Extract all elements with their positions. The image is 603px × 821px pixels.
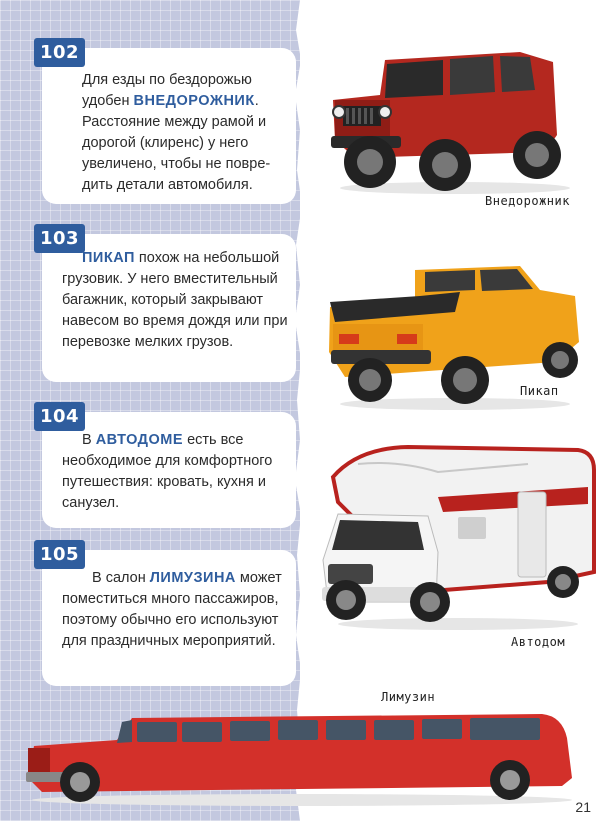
fact-number-badge: 105 bbox=[34, 540, 85, 569]
fact-number-badge: 102 bbox=[34, 38, 85, 67]
motorhome-caption: Автодом bbox=[511, 635, 566, 649]
pickup-caption: Пикап bbox=[520, 384, 559, 398]
fact-text-before: В салон bbox=[92, 570, 150, 586]
limo-caption: Лимузин bbox=[381, 690, 436, 704]
motorhome-image bbox=[318, 442, 598, 632]
fact-text bbox=[62, 430, 290, 514]
fact-card-105 bbox=[40, 544, 296, 686]
fact-card-104 bbox=[40, 406, 296, 528]
fact-text-after: может поместиться много пассажиров, поэтому обычно его используют для праздничных мероприятий. bbox=[62, 570, 282, 649]
fact-text-after: есть все необходимое для комфортного путешествия: кровать, кухня и санузел. bbox=[62, 432, 273, 511]
fact-card-102 bbox=[40, 42, 296, 204]
fact-text-before: В bbox=[82, 432, 96, 448]
fact-text-after: похож на небольшой грузовик. У него вместительный багажник, который закрывают навесом во время дождя или при перевозке мелких грузов. bbox=[62, 250, 288, 350]
suv-image bbox=[325, 40, 575, 195]
fact-text bbox=[82, 70, 287, 196]
fact-text-after: . Расстояние между рамой и дорогой (клиренс) у него увеличено, чтобы не повредить детали автомобиля. bbox=[82, 93, 271, 193]
fact-text bbox=[62, 568, 290, 652]
page-number: 21 bbox=[575, 799, 591, 815]
fact-number-badge: 104 bbox=[34, 402, 85, 431]
limousine-image bbox=[22, 708, 580, 808]
fact-highlight: АВТОДОМЕ bbox=[95, 432, 184, 448]
fact-highlight: ЛИМУЗИНА bbox=[149, 570, 236, 586]
fact-number-badge: 103 bbox=[34, 224, 85, 253]
suv-caption: Внедорожник bbox=[485, 194, 570, 208]
fact-text-before: Для езды по бездорожью удобен bbox=[82, 72, 252, 109]
fact-card-103 bbox=[40, 228, 296, 382]
fact-text bbox=[62, 248, 290, 353]
fact-highlight: ПИКАП bbox=[82, 250, 135, 266]
fact-highlight: ВНЕДОРОЖНИК bbox=[133, 93, 255, 109]
